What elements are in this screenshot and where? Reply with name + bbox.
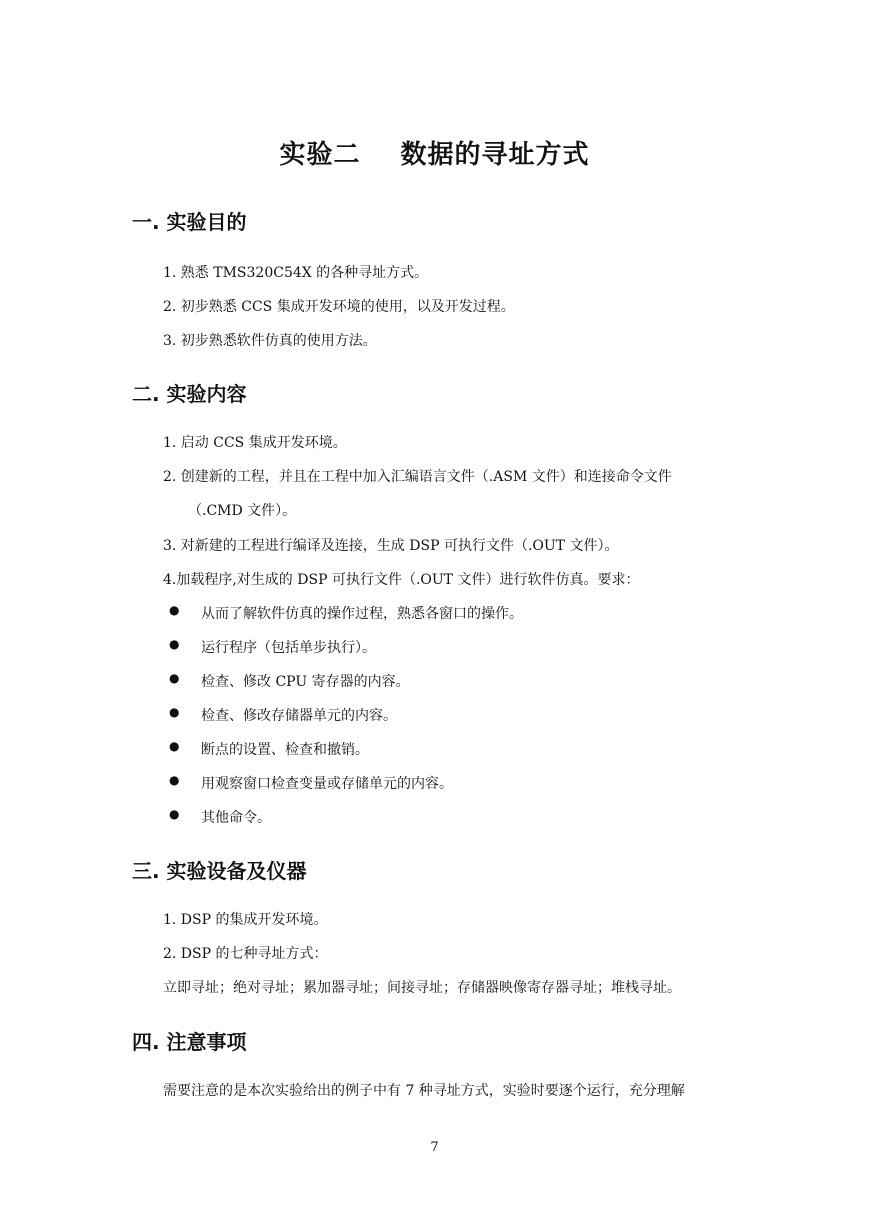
content-item-3: 3. 对新建的工程进行编译及连接，生成 DSP 可执行文件（.OUT 文件）。 [163, 538, 619, 554]
bullet-item-4: 检查、修改存储器单元的内容。 [201, 708, 397, 724]
bullet-icon: ● [169, 773, 180, 787]
bullet-icon: ● [169, 603, 180, 617]
page-number: 7 [430, 1140, 439, 1155]
section-heading-equipment: 三. 实验设备及仪器 [132, 859, 307, 883]
equipment-item-2: 2. DSP 的七种寻址方式： [163, 946, 328, 962]
section-heading-content: 二. 实验内容 [132, 382, 247, 406]
bullet-item-6: 用观察窗口检查变量或存储单元的内容。 [201, 776, 453, 792]
bullet-icon: ● [169, 671, 180, 685]
page-title [0, 134, 869, 171]
bullet-icon: ● [169, 705, 180, 719]
section-heading-purpose: 一. 实验目的 [132, 210, 247, 234]
content-item-2: 2. 创建新的工程，并且在工程中加入汇编语言文件（.ASM 文件）和连接命令文件 [163, 469, 672, 485]
content-item-4: 4.加载程序,对生成的 DSP 可执行文件（.OUT 文件）进行软件仿真。要求： [163, 572, 640, 588]
purpose-item-2: 2. 初步熟悉 CCS 集成开发环境的使用，以及开发过程。 [163, 299, 515, 315]
title-part1: 实验二 [279, 140, 361, 170]
content-item-1: 1. 启动 CCS 集成开发环境。 [163, 435, 347, 451]
bullet-item-7: 其他命令。 [201, 810, 271, 826]
section-heading-notes: 四. 注意事项 [132, 1030, 247, 1054]
bullet-item-1: 从而了解软件仿真的操作过程，熟悉各窗口的操作。 [201, 606, 523, 622]
purpose-item-1: 1. 熟悉 TMS320C54X 的各种寻址方式。 [163, 265, 429, 281]
bullet-icon: ● [169, 807, 180, 821]
content-item-2-cont: （.CMD 文件）。 [188, 503, 297, 519]
bullet-item-2: 运行程序（包括单步执行）。 [201, 640, 376, 656]
addressing-modes: 立即寻址；绝对寻址；累加器寻址；间接寻址；存储器映像寄存器寻址；堆栈寻址。 [163, 980, 681, 996]
purpose-item-3: 3. 初步熟悉软件仿真的使用方法。 [163, 333, 377, 349]
bullet-icon: ● [169, 739, 180, 753]
bullet-item-5: 断点的设置、检查和撤销。 [201, 742, 369, 758]
equipment-item-1: 1. DSP 的集成开发环境。 [163, 912, 328, 928]
title-part2: 数据的寻址方式 [400, 140, 590, 170]
notes-paragraph: 需要注意的是本次实验给出的例子中有 7 种寻址方式，实验时要逐个运行，充分理解 [163, 1083, 685, 1099]
bullet-item-3: 检查、修改 CPU 寄存器的内容。 [201, 674, 410, 690]
bullet-icon: ● [169, 637, 180, 651]
